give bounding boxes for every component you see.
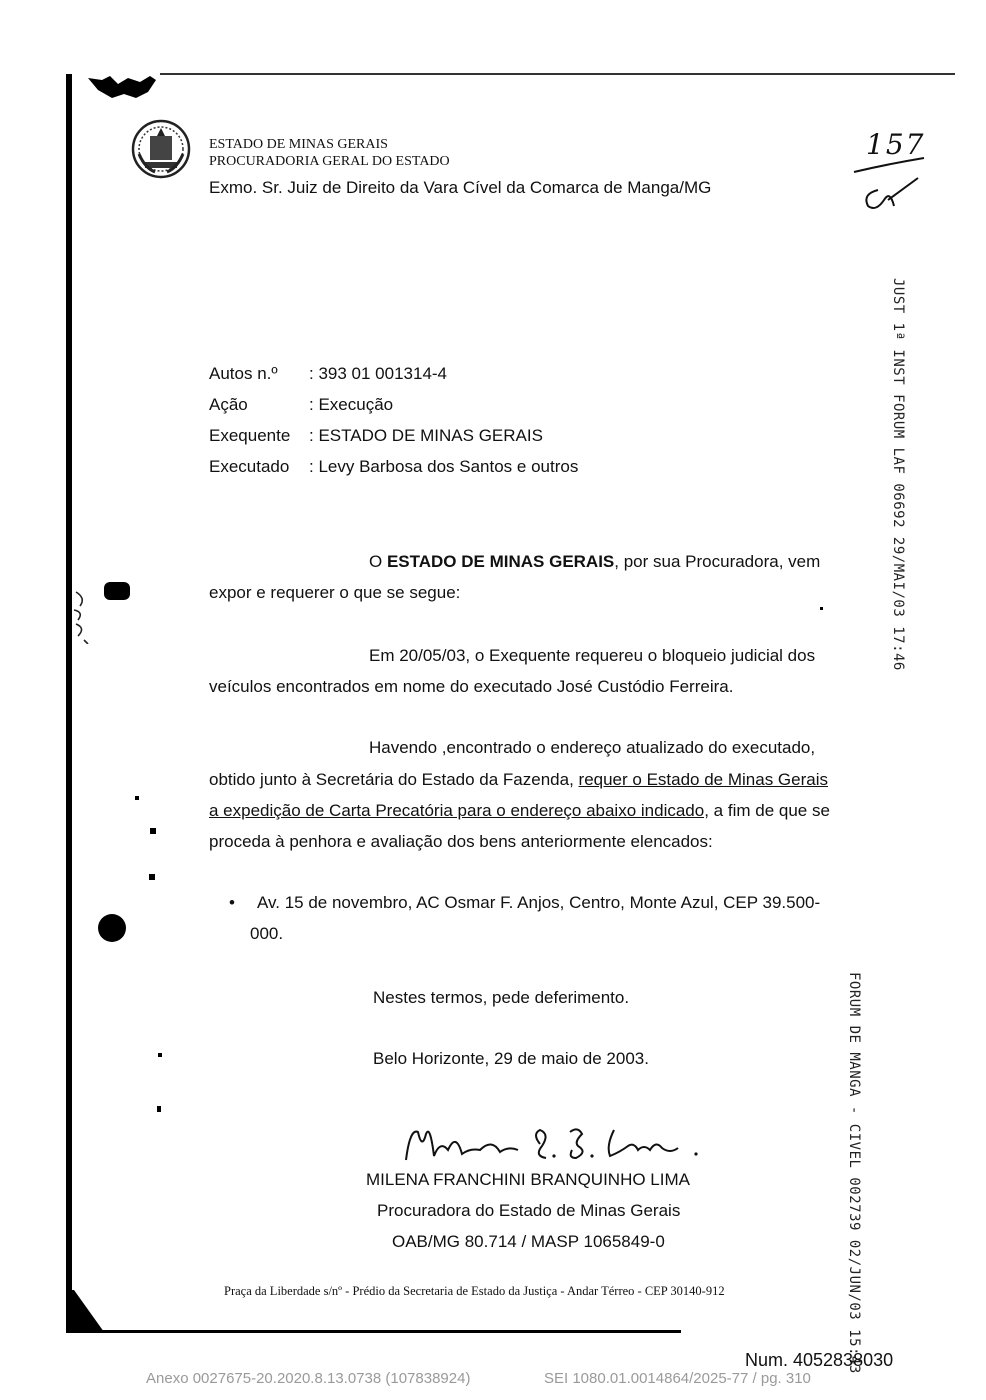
paragraph-request-line2 [209,764,828,795]
request-line3-underlined: a expedição de Carta Precatória para o endereço abaixo indicado, [209,801,709,820]
protocol-stamp-top: JUST 1ª INST FORUM LAF 06692 29/MAI/03 17:46 [890,278,906,671]
case-label-executado: Executado [209,457,290,476]
signer-role: Procuradora do Estado de Minas Gerais [377,1201,681,1220]
margin-speck-3 [149,874,155,880]
closing-line: Nestes termos, pede deferimento. [373,988,630,1007]
paragraph-intro-line1 [369,546,869,577]
case-value-exequente: : ESTADO DE MINAS GERAIS [309,426,543,445]
annex-reference: Anexo 0027675-20.2020.8.13.0738 (107838924) [146,1370,471,1387]
case-value-executado: : Levy Barbosa dos Santos e outros [309,457,579,476]
top-left-blot [88,76,160,100]
coat-of-arms-emblem [131,118,191,180]
sei-reference: SEI 1080.01.0014864/2025-77 / pg. 310 [544,1370,811,1387]
case-value-autos: : 393 01 001314-4 [309,364,448,383]
bottom-left-corner-mark [66,1290,106,1334]
margin-speck-4 [158,1053,162,1057]
left-border-line [66,74,72,1332]
paragraph-request-line3 [209,795,830,826]
header-office-name: PROCURADORIA GERAL DO ESTADO [209,154,450,169]
bottom-border-line [66,1330,681,1333]
signer-registration: OAB/MG 80.714 / MASP 1065849-0 [392,1232,665,1251]
addressee-line: Exmo. Sr. Juiz de Direito da Vara Cível da Comarca de Manga/MG [209,178,712,197]
signer-name: MILENA FRANCHINI BRANQUINHO LIMA [366,1170,690,1189]
paragraph-block-line2: veículos encontrados em nome do executado José Custódio Ferreira. [209,677,734,696]
document-number: Num. 4052838030 [745,1350,894,1370]
bullet-dot: • [229,893,235,912]
header-state-name: ESTADO DE MINAS GERAIS [209,137,388,152]
office-address-footer: Praça da Liberdade s/nº - Prédio da Secretaria de Estado da Justiça - Andar Térreo - CEP 30140-912 [224,1284,725,1298]
intro-bold-party: ESTADO DE MINAS GERAIS [386,552,615,571]
top-border-line [160,73,955,75]
request-line2-underlined: requer o Estado de Minas Gerais [578,770,828,789]
handwritten-signature [400,1120,710,1170]
request-line3-plain: a fim de que se [708,801,830,820]
place-date-line: Belo Horizonte, 29 de maio de 2003. [373,1049,649,1068]
address-bullet-line2: 000. [250,924,284,943]
paragraph-request-line1: Havendo ,encontrado o endereço atualizado do executado, [369,738,816,757]
hole-punch-mark-2 [98,914,126,942]
case-label-autos: Autos n.º [209,364,278,383]
margin-speck-5 [157,1106,161,1112]
margin-speck-2 [150,828,156,834]
intro-rest: , por sua Procuradora, vem [614,552,821,571]
case-label-acao: Ação [209,395,248,414]
intro-prefix: O [369,552,387,571]
hole-punch-mark-1 [104,582,130,600]
protocol-stamp-bottom: FORUM DE MANGA - CIVEL 002739 02/JUN/03 15:43 [846,972,862,1374]
margin-speck-1 [135,796,139,800]
handwritten-page-mark [848,150,928,214]
handwritten-page-number: 157 [866,128,926,161]
case-value-acao: : Execução [309,395,394,414]
address-bullet-line1: Av. 15 de novembro, AC Osmar F. Anjos, Centro, Monte Azul, CEP 39.500- [257,893,821,912]
paragraph-request-line4: proceda à penhora e avaliação dos bens anteriormente elencados: [209,832,713,851]
margin-speck-6 [820,607,823,610]
paragraph-block-line1: Em 20/05/03, o Exequente requereu o bloqueio judicial dos [369,646,816,665]
case-label-exequente: Exequente [209,426,291,445]
margin-handwritten-note [66,588,100,644]
request-line2-plain: obtido junto à Secretária do Estado da Fazenda, [209,770,579,789]
paragraph-intro-line2: expor e requerer o que se segue: [209,583,461,602]
